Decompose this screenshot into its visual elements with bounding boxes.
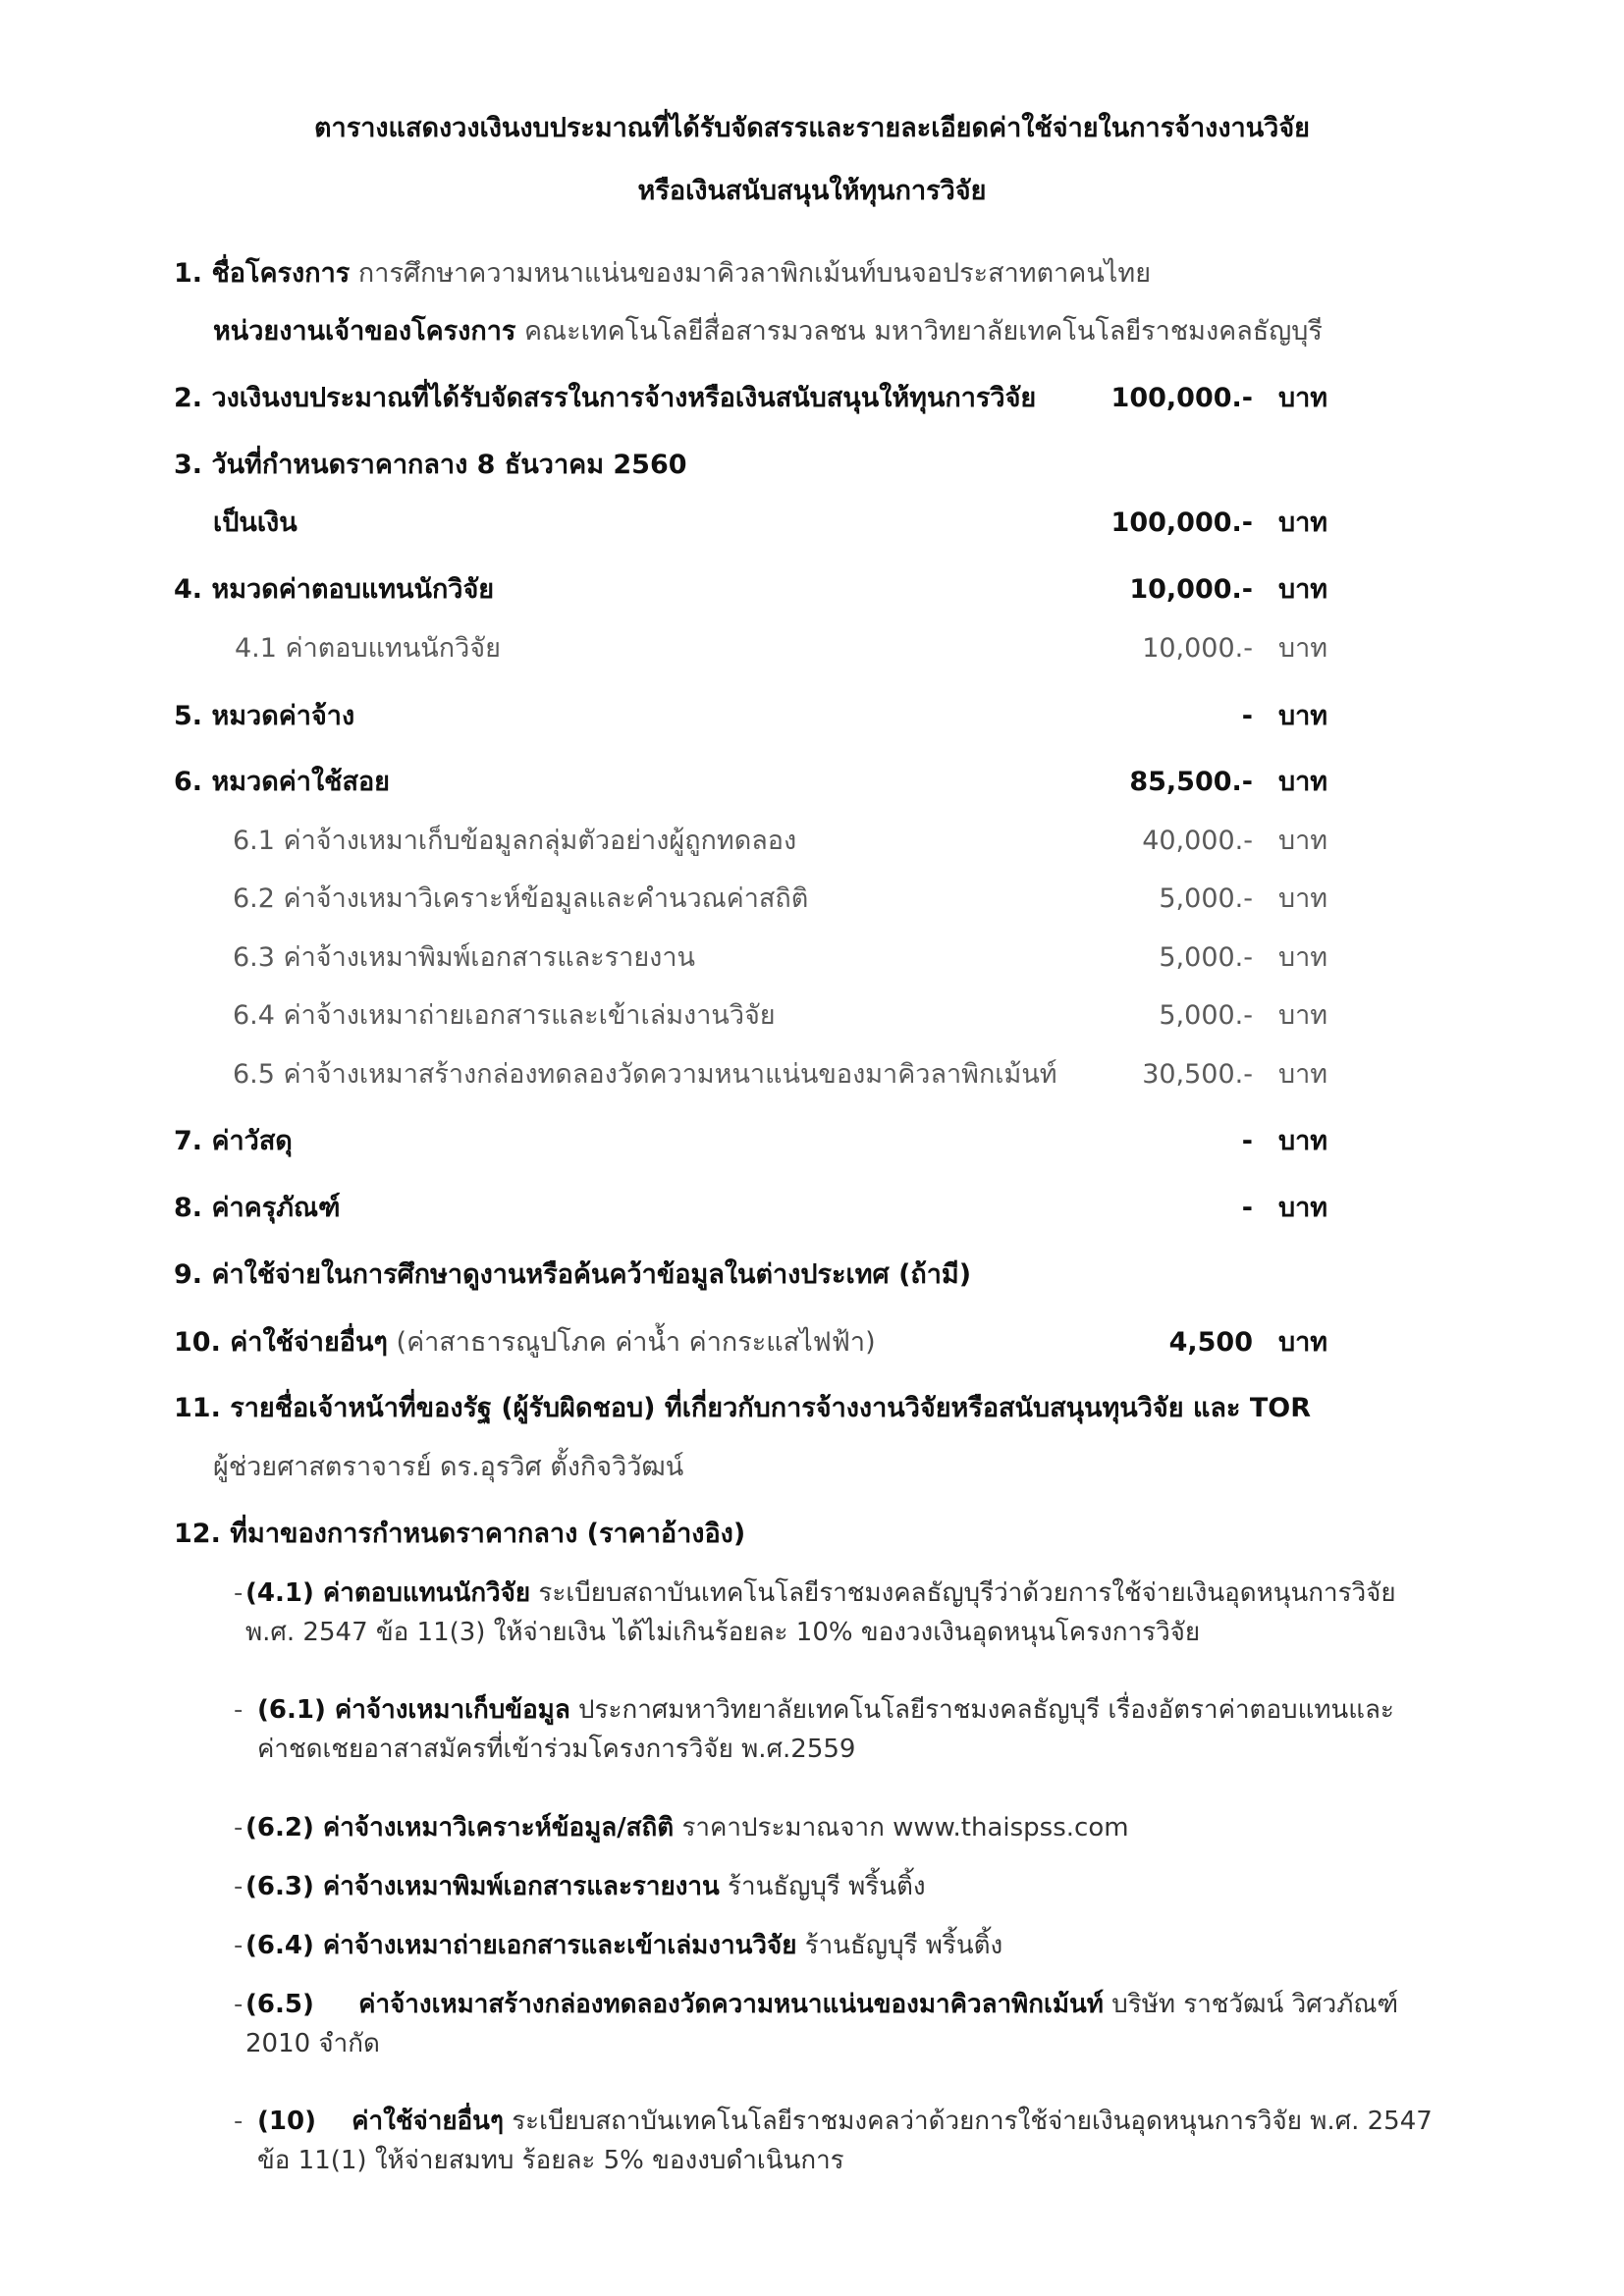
item-10-unit: บาท [1278,1327,1328,1358]
ref-6-text: บริษัท ราชวัฒน์ วิศวภัณฑ์ [1111,1990,1399,2019]
item-4-amount: 10,000.- [1129,574,1253,605]
ref-7-text: ระเบียบสถาบันเทคโนโลยีราชมงคลว่าด้วยการใช้จ่ายเงินอุดหนุนการวิจัย พ.ศ. 2547 [512,2107,1433,2136]
item-6-2-unit: บาท [1278,883,1328,914]
item-6-label: 6. หมวดค่าใช้สอย [174,767,390,797]
item-5-amount: - [1241,701,1253,731]
item-7-label: 7. ค่าวัสดุ [174,1126,293,1156]
item-11-label: 11. รายชื่อเจ้าหน้าที่ของรัฐ (ผู้รับผิดชอบ) ที่เกี่ยวกับการจ้างงานวิจัยหรือสนับสนุนทุนวิจัย และ TOR [174,1393,1311,1423]
ref-7-title: (10) ค่าใช้จ่ายอื่นๆ [257,2107,504,2136]
ref-2-dash: - [234,1695,244,1725]
ref-7-dash: - [234,2107,244,2136]
ref-7-text2: ข้อ 11(1) ให้จ่ายสมทบ ร้อยละ 5% ของงบดำเนินการ [257,2146,844,2175]
item-6-4-label: 6.4 ค่าจ้างเหมาถ่ายเอกสารและเข้าเล่มงานวิจัย [233,1000,776,1031]
item-5-label: 5. หมวดค่าจ้าง [174,701,355,731]
item-4-label: 4. หมวดค่าตอบแทนนักวิจัย [174,574,495,605]
item-8 [174,1189,1352,1228]
item-3-amount: 100,000.- [1110,507,1253,538]
item-10-label: 10. ค่าใช้จ่ายอื่นๆ [174,1327,388,1358]
item-1-value: การศึกษาความหนาแน่นของมาคิวลาพิกเม้นท์บนจอประสาทตาคนไทย [357,258,1152,289]
item-6-5-label: 6.5 ค่าจ้างเหมาสร้างกล่องทดลองวัดความหนาแน่นของมาคิวลาพิกเม้นท์ [233,1059,1057,1090]
item-6-1-unit: บาท [1278,826,1328,856]
ref-6-title: (6.5) ค่าจ้างเหมาสร้างกล่องทดลองวัดความหนาแน่นของมาคิวลาพิกเม้นท์ [245,1990,1104,2019]
item-5 [174,697,1352,736]
ref-1-text2: พ.ศ. 2547 ข้อ 11(3) ให้จ่ายเงิน ได้ไม่เกินร้อยละ 10% ของวงเงินอุดหนุนโครงการวิจัย [245,1618,1201,1647]
item-8-unit: บาท [1278,1193,1328,1223]
ref-1-title: (4.1) ค่าตอบแทนนักวิจัย [245,1578,531,1608]
item-5-unit: บาท [1278,701,1328,731]
ref-3 [245,1808,1512,1847]
ref-5 [245,1926,1512,1965]
ref-7 [257,2102,1524,2180]
item-6-unit: บาท [1278,767,1328,797]
item-4-1-label: 4.1 ค่าตอบแทนนักวิจัย [235,633,501,664]
ref-4-title: (6.3) ค่าจ้างเหมาพิมพ์เอกสารและรายงาน [245,1872,720,1901]
item-3 [174,446,1352,485]
ref-5-text: ร้านธัญบุรี พริ้นติ้ง [804,1931,1003,1960]
ref-6-dash: - [234,1990,244,2019]
ref-2-text2: ค่าชดเชยอาสาสมัครที่เข้าร่วมโครงการวิจัย พ.ศ.2559 [257,1735,856,1764]
item-4-1-amount: 10,000.- [1142,633,1253,664]
ref-2-text: ประกาศมหาวิทยาลัยเทคโนโลยีราชมงคลธัญบุรี เรื่องอัตราค่าตอบแทนและ [578,1695,1394,1725]
item-6-2-amount: 5,000.- [1159,883,1253,914]
item-10-amount: 4,500 [1168,1327,1253,1358]
ref-2-title: (6.1) ค่าจ้างเหมาเก็บข้อมูล [257,1695,570,1725]
item-6-amount: 85,500.- [1129,767,1253,797]
document-title-line2: หรือเงินสนับสนุนให้ทุนการวิจัย [637,176,987,206]
item-6-1-amount: 40,000.- [1142,826,1253,856]
ref-3-title: (6.2) ค่าจ้างเหมาวิเคราะห์ข้อมูล/สถิติ [245,1813,675,1842]
item-12 [174,1515,1352,1554]
ref-5-dash: - [234,1931,244,1960]
ref-3-dash: - [234,1813,244,1842]
item-7-amount: - [1241,1126,1253,1156]
item-6-2-label: 6.2 ค่าจ้างเหมาวิเคราะห์ข้อมูลและคำนวณค่าสถิติ [233,883,809,914]
item-3-total-label: เป็นเงิน [213,507,298,538]
item-6-3-unit: บาท [1278,942,1328,973]
item-10-note: (ค่าสาธารณูปโภค ค่าน้ำ ค่ากระแสไฟฟ้า) [396,1327,876,1358]
ref-1-dash: - [234,1578,244,1608]
ref-3-text: ราคาประมาณจาก www.thaispss.com [681,1813,1129,1842]
item-1-owner-label: หน่วยงานเจ้าของโครงการ [213,316,516,347]
item-2-label: 2. วงเงินงบประมาณที่ได้รับจัดสรรในการจ้างหรือเงินสนับสนุนให้ทุนการวิจัย [174,383,1037,413]
item-7-unit: บาท [1278,1126,1328,1156]
document-title-line1: ตารางแสดงวงเงินงบประมาณที่ได้รับจัดสรรและรายละเอียดค่าใช้จ่ายในการจ้างงานวิจัย [314,113,1310,143]
ref-4-text: ร้านธัญบุรี พริ้นติ้ง [728,1872,926,1901]
item-11-person [213,1448,1391,1487]
ref-4 [245,1867,1512,1906]
item-3-label: 3. วันที่กำหนดราคากลาง 8 ธันวาคม 2560 [174,450,687,480]
item-12-label: 12. ที่มาของการกำหนดราคากลาง (ราคาอ้างอิง) [174,1519,746,1549]
ref-1 [245,1574,1512,1652]
ref-2 [257,1690,1524,1769]
item-6-3-amount: 5,000.- [1159,942,1253,973]
ref-5-title: (6.4) ค่าจ้างเหมาถ่ายเอกสารและเข้าเล่มงานวิจัย [245,1931,797,1960]
item-4-1-unit: บาท [1278,633,1328,664]
ref-1-text: ระเบียบสถาบันเทคโนโลยีราชมงคลธัญบุรีว่าด้วยการใช้จ่ายเงินอุดหนุนการวิจัย [538,1578,1396,1608]
item-1 [174,254,1352,294]
ref-6-text2: 2010 จำกัด [245,2029,380,2058]
item-9 [174,1255,1352,1295]
ref-6 [245,1985,1512,2063]
item-8-amount: - [1241,1193,1253,1223]
item-1-owner [213,312,1391,351]
item-2-unit: บาท [1278,383,1328,413]
item-9-label: 9. ค่าใช้จ่ายในการศึกษาดูงานหรือค้นคว้าข้อมูลในต่างประเทศ (ถ้ามี) [174,1259,972,1290]
item-6-5-unit: บาท [1278,1059,1328,1090]
item-6-4-unit: บาท [1278,1000,1328,1031]
item-1-label: 1. ชื่อโครงการ [174,258,351,289]
item-4-unit: บาท [1278,574,1328,605]
item-6-1-label: 6.1 ค่าจ้างเหมาเก็บข้อมูลกลุ่มตัวอย่างผู้ถูกทดลอง [233,826,797,856]
item-6-5-amount: 30,500.- [1142,1059,1253,1090]
item-3-unit: บาท [1278,507,1328,538]
item-11 [174,1389,1352,1428]
item-2-amount: 100,000.- [1110,383,1253,413]
item-7 [174,1122,1352,1161]
item-6-4-amount: 5,000.- [1159,1000,1253,1031]
item-11-value: ผู้ช่วยศาสตราจารย์ ดร.อุรวิศ ตั้งกิจวิวัฒน์ [213,1452,684,1482]
item-8-label: 8. ค่าครุภัณฑ์ [174,1193,341,1223]
ref-4-dash: - [234,1872,244,1901]
item-6-3-label: 6.3 ค่าจ้างเหมาพิมพ์เอกสารและรายงาน [233,942,695,973]
item-1-owner-value: คณะเทคโนโลยีสื่อสารมวลชน มหาวิทยาลัยเทคโนโลยีราชมงคลธัญบุรี [523,316,1323,347]
